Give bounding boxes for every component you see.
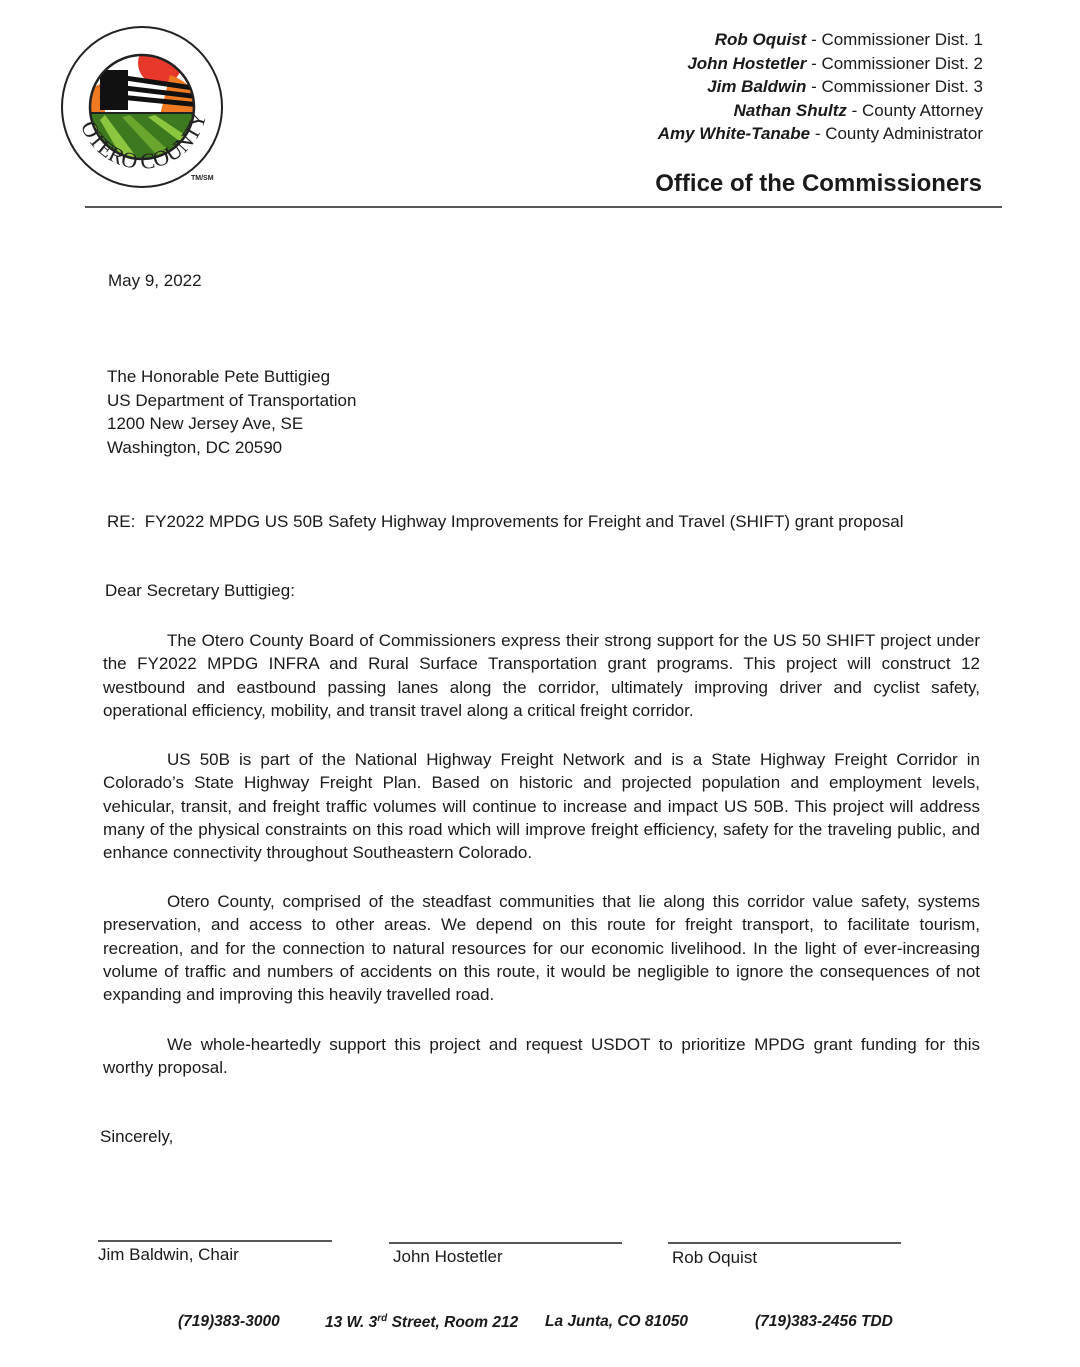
recipient-line: US Department of Transportation (107, 390, 357, 410)
staff-item: Jim Baldwin - Commissioner Dist. 3 (707, 77, 983, 96)
otero-county-logo (60, 25, 225, 190)
logo-arc-text: OTERO COUNTY (75, 109, 212, 175)
body-paragraph: The Otero County Board of Commissioners express their strong support for the US 50 SHIFT project under the FY2022 MPDG INFRA and Rural Surface Transportation grant programs. This project will construct 12 westbound and eastbound passing lanes along the corridor, ultimately improving driver and cyclist safety, operational efficiency, mobility, and transit travel along a critical freight corridor. (103, 631, 980, 720)
signature-line (668, 1242, 901, 1244)
recipient-line: The Honorable Pete Buttigieg (107, 367, 331, 386)
salutation: Dear Secretary Buttigieg: (105, 581, 295, 600)
footer-phone: (719)383-3000 (178, 1313, 280, 1330)
subject-line: RE: FY2022 MPDG US 50B Safety Highway Improvements for Freight and Travel (SHIFT) grant proposal (107, 512, 904, 531)
staff-list (658, 28, 983, 146)
staff-item: Amy White-Tanabe - County Administrator (657, 124, 983, 143)
office-title: Office of the Commissioners (655, 170, 982, 197)
staff-item: John Hostetler - Commissioner Dist. 2 (687, 53, 983, 73)
signatory-name: John Hostetler (393, 1247, 503, 1266)
closing: Sincerely, (100, 1127, 174, 1146)
body-paragraph: US 50B is part of the National Highway Freight Network and is a State Highway Freight Corridor in Colorado’s State Highway Freight Plan. Based on historic and projected population and employment levels, vehicular, transit, and freight traffic volumes will continue to increase and impact US 50B. This project will address many of the physical constraints on this road which will improve freight efficiency, safety for the traveling public, and enhance connectivity throughout Southeastern Colorado. (103, 750, 980, 863)
recipient-line: Washington, DC 20590 (107, 437, 283, 457)
signature-line (389, 1242, 622, 1244)
recipient-address (107, 365, 356, 459)
footer-address: 13 W. 3rd Street, Room 212 (325, 1313, 519, 1332)
footer-tdd: (719)383-2456 TDD (755, 1313, 893, 1330)
staff-item: Rob Oquist - Commissioner Dist. 1 (714, 30, 983, 49)
signatory-name: Rob Oquist (672, 1248, 758, 1267)
signature-line (98, 1240, 332, 1242)
letter-date: May 9, 2022 (108, 271, 202, 290)
signatory-name: Jim Baldwin, Chair (98, 1245, 239, 1264)
body-paragraph: Otero County, comprised of the steadfast communities that lie along this corridor value safety, systems preservation, and access to other areas. We depend on this route for freight transport, to facilitate tourism, recreation, and for the connection to natural resources for our economic livelihood. In the light of ever-increasing volume of traffic and numbers of accidents on this route, it would be negligible to ignore the consequences of not expanding and improving this heavily travelled road. (103, 892, 980, 1005)
body-paragraph: We whole-heartedly support this project and request USDOT to prioritize MPDG grant funding for this worthy proposal. (103, 1035, 980, 1078)
header-divider (85, 206, 1002, 208)
trademark-mark: TM/SM (191, 175, 214, 182)
staff-item: Nathan Shultz - County Attorney (733, 100, 983, 120)
recipient-line: 1200 New Jersey Ave, SE (107, 414, 304, 433)
footer-city: La Junta, CO 81050 (545, 1313, 689, 1330)
